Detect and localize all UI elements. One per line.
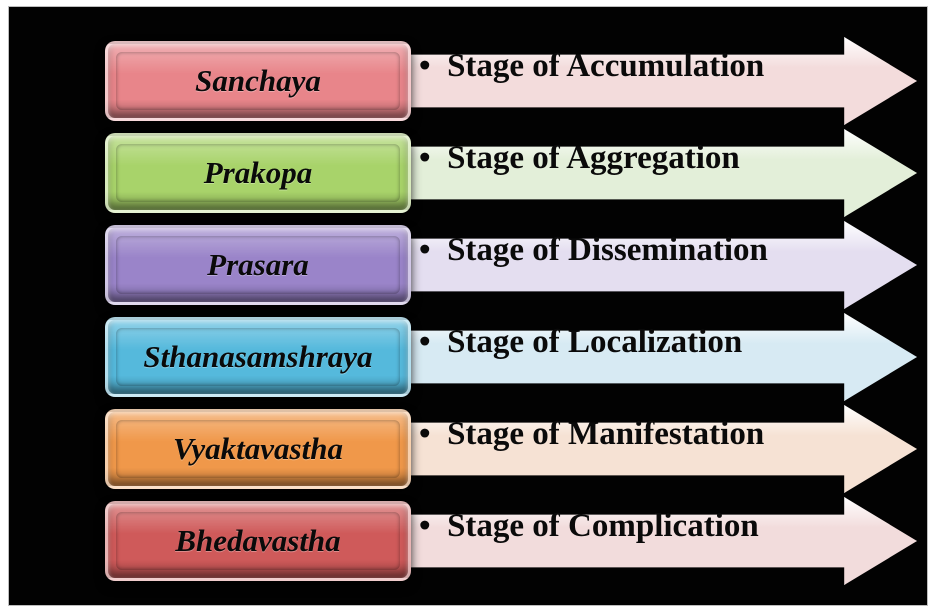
bullet: •	[419, 416, 431, 452]
stage-description	[419, 139, 740, 179]
stage-description-text: Stage of Dissemination	[447, 232, 768, 268]
bullet: •	[419, 140, 431, 176]
stage-term: Prakopa	[203, 155, 313, 190]
stage-term: Sanchaya	[195, 63, 321, 98]
bullet: •	[419, 324, 431, 360]
stage-row-sanchaya	[9, 37, 929, 125]
stage-term-box	[105, 225, 411, 305]
stage-term-box	[105, 409, 411, 489]
stage-term: Prasara	[207, 247, 309, 282]
bullet: •	[419, 232, 431, 268]
stage-term: Bhedavastha	[175, 523, 341, 558]
stage-description-text: Stage of Accumulation	[447, 48, 765, 84]
stage-term-box	[105, 501, 411, 581]
stage-term-box	[105, 41, 411, 121]
stage-description	[419, 507, 759, 547]
bullet: •	[419, 508, 431, 544]
bullet: •	[419, 48, 431, 84]
stage-row-vyaktavastha	[9, 405, 929, 493]
stage-term-box	[105, 317, 411, 397]
diagram-canvas	[8, 6, 928, 606]
stage-description-text: Stage of Aggregation	[447, 140, 740, 176]
stage-row-prasara	[9, 221, 929, 309]
stage-description	[419, 47, 764, 87]
stage-description-text: Stage of Manifestation	[447, 416, 765, 452]
stage-term: Sthanasamshraya	[143, 339, 373, 374]
stage-term: Vyaktavastha	[173, 431, 343, 466]
stage-description-text: Stage of Localization	[447, 324, 743, 360]
stage-description	[419, 415, 764, 455]
stage-row-bhedavastha	[9, 497, 929, 585]
stage-row-prakopa	[9, 129, 929, 217]
stage-description-text: Stage of Complication	[447, 508, 759, 544]
stage-description	[419, 231, 768, 271]
stage-description	[419, 323, 742, 363]
stage-term-box	[105, 133, 411, 213]
stage-row-sthanasamshraya	[9, 313, 929, 401]
